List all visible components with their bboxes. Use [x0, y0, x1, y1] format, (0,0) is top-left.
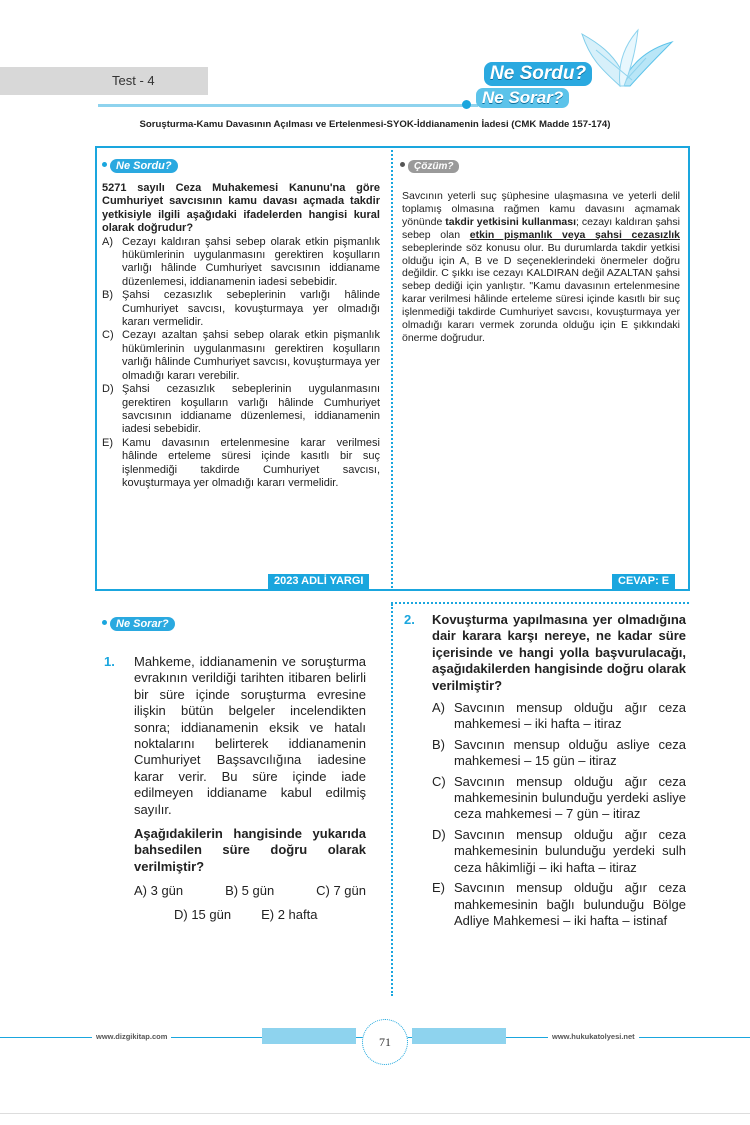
option-letter: E)	[102, 436, 113, 449]
question-1-prompt: Aşağıdakilerin hangisinde yukarıda bahsedilen süre doğru olarak verilmiştir?	[134, 826, 366, 874]
q1-option-b[interactable]: B) 5 gün	[225, 883, 275, 899]
option-letter: B)	[432, 736, 445, 752]
example-stem: 5271 sayılı Ceza Muhakemesi Kanunu'na göre Cumhuriyet savcısının kamu davası açmada takdir yetkisiyle ilgili aşağıdaki ifadelerden hangisi kural olarak doğrudur?	[102, 182, 380, 235]
option-text: Savcının mensup olduğu ağır ceza mahkemesi – iki hafta – itiraz	[454, 700, 686, 732]
q1-option-a[interactable]: A) 3 gün	[134, 883, 184, 899]
question-1	[104, 654, 366, 923]
example-question	[102, 182, 380, 490]
footer-band-right	[412, 1028, 506, 1044]
example-box-divider	[391, 150, 393, 588]
test-label-tab	[0, 67, 208, 95]
option-letter: E)	[432, 880, 445, 896]
option-letter: D)	[432, 826, 446, 842]
ne-sorar-pill: Ne Sorar?	[110, 617, 175, 631]
q1-option-c[interactable]: C) 7 gün	[316, 883, 366, 899]
question-1-options-row1	[134, 883, 366, 899]
answer-tag: CEVAP: E	[612, 574, 675, 589]
page-bottom-rule	[0, 1113, 750, 1114]
option-text: Cezayı kaldıran şahsi sebep olarak etkin pişmanlık hükümlerinin uygulanmasını gerektiren koşulların varlığı hâlinde Cumhuriyet savcısının iddianame düzenlemesi, iddianamenin iadesi sebebidir.	[122, 235, 380, 288]
source-tag: 2023 ADLİ YARGI	[268, 574, 369, 589]
label-bullet-icon	[102, 162, 107, 167]
brand-logo	[476, 62, 676, 112]
footer-band-left	[262, 1028, 356, 1044]
solution-bold2: etkin pişmanlık veya şahsi cezasızlık	[469, 228, 680, 241]
solution-part2: ; cezayı kaldıran şahsi sebep olan	[402, 215, 680, 241]
option-letter: A)	[102, 235, 113, 248]
section-divider-vertical	[391, 604, 393, 996]
question-2	[404, 612, 686, 929]
footer-left-url[interactable]: www.dizgikitap.com	[92, 1032, 171, 1041]
option-letter: C)	[102, 329, 114, 342]
q1-option-d[interactable]: D) 15 gün	[174, 906, 232, 922]
cozum-pill: Çözüm?	[408, 160, 459, 173]
option-text: Şahsi cezasızlık sebeplerinin uygulanmasını gerektiren koşulların varlığı hâlinde Cumhuriyet savcısının iddianame düzenlemesi, iddianamenin iadesi sebebidir.	[122, 383, 380, 436]
question-2-stem: Kovuşturma yapılmasına yer olmadığına dair karara karşı nereye, ne kadar süre içerisinde ve hangi yolla başvurulacağı, aşağıdakilerden hangisinde doğru olarak verilmiştir?	[432, 612, 686, 693]
example-option[interactable]	[102, 383, 380, 437]
solution-part1: Savcının yeterli suç şüphesine ulaşmasına ve yeterli delil toplamış olmasına rağmen kamu davasını açmamak yönünde	[402, 190, 680, 228]
solution-text	[402, 190, 680, 345]
option-letter: A)	[432, 700, 445, 716]
example-option[interactable]	[102, 289, 380, 329]
option-text: Kamu davasının ertelenmesine karar verilmesi hâlinde erteleme süresi içinde kasıtlı bir suç işlenmediği takdirde Cumhuriyet savcısı, kovuşturmaya yer olmadığı kararı vermelidir.	[122, 436, 380, 489]
option-text: Savcının mensup olduğu ağır ceza mahkemesinin bağlı bulunduğu Bölge Adliye Mahkemesi – iki hafta – istinaf	[454, 880, 686, 928]
page-number: 71	[362, 1019, 408, 1065]
brand-line1: Ne Sordu?	[484, 62, 592, 86]
ne-sorar-label	[102, 614, 175, 632]
q2-option[interactable]	[432, 827, 686, 876]
label-bullet-icon	[102, 620, 107, 625]
q2-option[interactable]	[432, 700, 686, 733]
solution-bold1: takdir yetkisini kullanması	[445, 215, 577, 228]
footer-right-url[interactable]: www.hukukatolyesi.net	[548, 1032, 639, 1041]
option-text: Savcının mensup olduğu ağır ceza mahkemesinin bulunduğu yerdeki asliye ceza mahkemesi – 7 gün – itiraz	[454, 773, 686, 822]
ne-sordu-pill: Ne Sordu?	[110, 159, 178, 173]
q2-option[interactable]	[432, 737, 686, 770]
option-text: Cezayı azaltan şahsi sebep olarak etkin pişmanlık hükümlerinin uygulanmasını gerektiren koşulların varlığı hâlinde Cumhuriyet savcısı, kovuşturmaya yer olmadığı kararı verebilir.	[122, 329, 380, 382]
example-option[interactable]	[102, 236, 380, 290]
option-letter: B)	[102, 289, 113, 302]
example-option[interactable]	[102, 437, 380, 491]
q2-option[interactable]	[432, 880, 686, 929]
question-1-number: 1.	[104, 654, 115, 669]
cozum-label	[400, 156, 459, 174]
header-rule	[98, 104, 478, 107]
subject-heading: Soruşturma-Kamu Davasının Açılması ve Ertelenmesi-SYOK-İddianamenin İadesi (CMK Madde 157-174)	[139, 119, 611, 130]
label-bullet-icon	[400, 162, 405, 167]
option-text: Şahsi cezasızlık sebeplerinin varlığı hâlinde Cumhuriyet savcısı, kovuşturmaya yer olmadığı kararı vermelidir.	[122, 289, 380, 329]
example-options	[102, 236, 380, 491]
option-text: Savcının mensup olduğu ağır ceza mahkemesinin bulunduğu yerdeki sulh ceza hâkimliği – iki hafta – itiraz	[454, 826, 686, 875]
option-letter: C)	[432, 773, 446, 789]
header-dot	[462, 100, 471, 109]
solution-part3: sebeplerinde söz konusu olur. Bu durumlarda takdir yetkisi olduğu için A, B ve D seçeneklerindeki önermeler doğru değildir. C şıkkı ise cezayı KALDIRAN değil AZALTAN şahsi sebep dediği için yanlıştır. "Kamu davasının ertelenmesine karar verilmesi hâlinde erteleme süresi içinde kasıtlı bir suç işlenmediği takdirde Cumhuriyet savcısı, kovuşturmaya yer olmadığı kararı vermek zorunda olduğu için E şıkkındaki önerme doğrudur.	[402, 241, 680, 344]
example-option[interactable]	[102, 329, 380, 383]
test-label: Test - 4	[112, 73, 155, 88]
brand-line2: Ne Sorar?	[476, 88, 569, 108]
question-2-number: 2.	[404, 612, 415, 627]
ne-sordu-label	[102, 156, 178, 174]
section-divider-horizontal	[391, 602, 689, 604]
question-2-options	[432, 700, 686, 929]
q2-option[interactable]	[432, 774, 686, 823]
question-1-stem: Mahkeme, iddianamenin ve soruşturma evrakının verildiği tarihten itibaren belirli bir süre içinde soruşturma evresine ilişkin bütün belgeler incelendikten sonra; iddianamenin eksik ve hatalı noktalarını belirterek iddianamenin Cumhuriyet Başsavcılığına iadesine karar verir. Bu süre içinde iade edilmeyen iddianame kabul edilmiş sayılır.	[134, 654, 366, 817]
question-1-options-row2	[174, 907, 366, 923]
q1-option-e[interactable]: E) 2 hafta	[261, 906, 318, 922]
option-text: Savcının mensup olduğu asliye ceza mahkemesi – 15 gün – itiraz	[454, 736, 686, 769]
option-letter: D)	[102, 383, 114, 396]
